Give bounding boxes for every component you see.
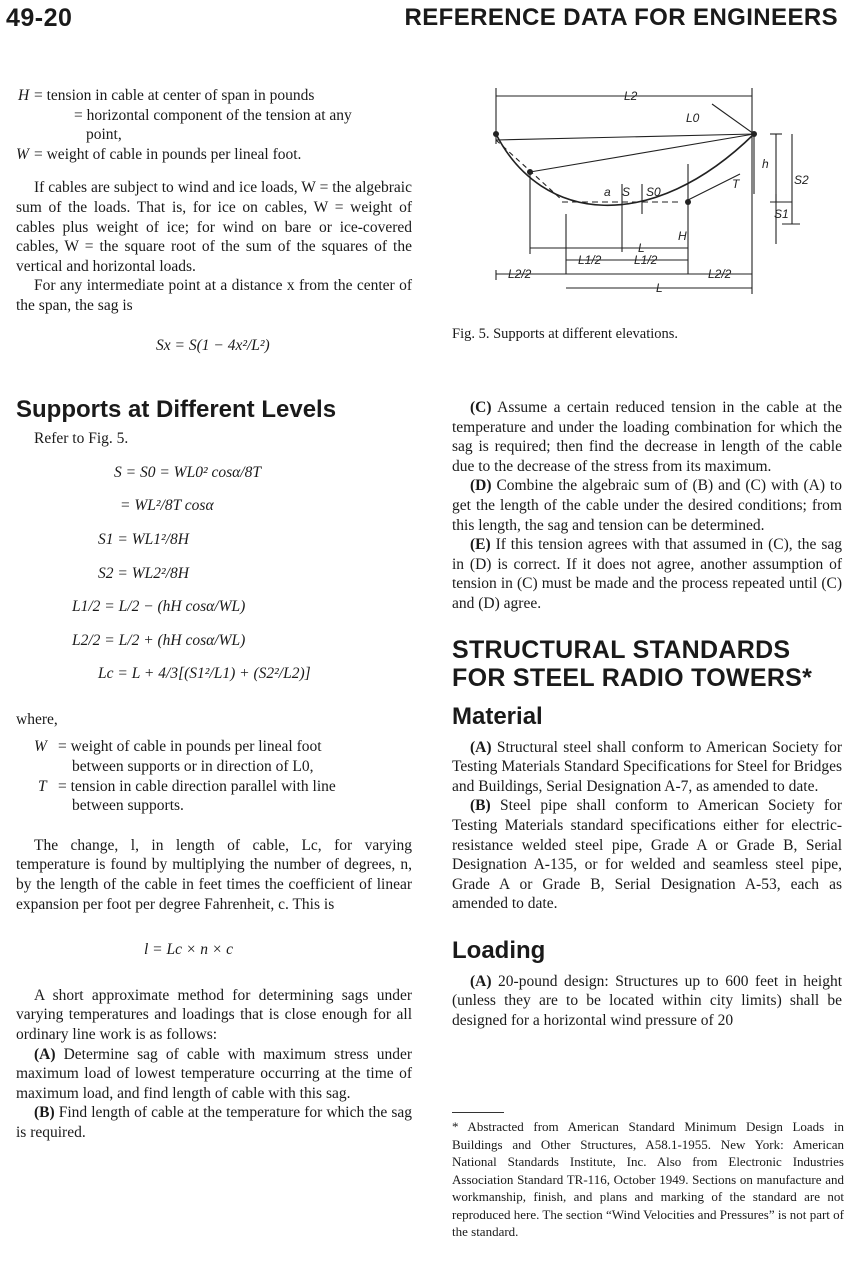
- item-C: (C) Assume a certain reduced tension in the cable at the temperature and under the loading combination for which the sag is required; then find the decrease in length of the cable due to the decrease of the stress from its maximum.: [452, 399, 842, 475]
- label-l2: L2: [624, 89, 638, 103]
- label-t: T: [732, 177, 740, 191]
- definition-W2-line2: between supports or in direction of L0,: [72, 758, 314, 776]
- equation-4: S2 = WL2²/8H: [98, 564, 189, 582]
- footnote: * Abstracted from American Standard Minimum Design Loads in Buildings and Other Structures, A58.1-1955. New York: American National Standards Institute, Inc. Also from Electronic Industries Association Standard TR-116, October 1949. Sections on manufacture and workmanship, finish, and plans and marking of the standard are not reproduced here. The section “Wind Velocities and Pressures” is not part of the standard.: [452, 1119, 844, 1239]
- label-l0: L0: [686, 111, 700, 125]
- heading-structural-standards-2: FOR STEEL RADIO TOWERS*: [452, 663, 813, 692]
- item-B: (B) Find length of cable at the temperature for which the sag is required.: [16, 1104, 412, 1141]
- label-a: a: [604, 185, 611, 199]
- equation-l: l = Lc × n × c: [144, 941, 234, 959]
- heading-structural-standards-1: STRUCTURAL STANDARDS: [452, 635, 791, 664]
- item-D: (D) Combine the algebraic sum of (B) and (C) with (A) to get the length of the cable under the desired conditions; from this length, the sag and tension can be determined.: [452, 477, 842, 534]
- definition-H-line2: = horizontal component of the tension at any: [74, 106, 352, 124]
- label-l1-half-2: L1/2: [634, 253, 658, 267]
- material-B: (B) Steel pipe shall conform to American Society for Testing Materials standard specifications either for electric-resistance welded steel pipe, Grade A or Grade B, Serial Designation A-135, or for welded and seamless steel pipe, Grade A or Grade B, Serial Designation A-53, each as amended to date.: [452, 797, 842, 913]
- label-h: h: [762, 157, 769, 171]
- label-l2-half-2: L2/2: [708, 267, 732, 281]
- label-l2-half: L2/2: [508, 267, 532, 281]
- right-column: [452, 398, 842, 1031]
- label-s: S: [622, 185, 631, 199]
- label-s0: S0: [646, 185, 661, 199]
- label-s2: S2: [794, 173, 809, 187]
- item-A: (A) Determine sag of cable with maximum stress under maximum load of lowest temperature occurring at the time of maximum load, and find length of cable with this sag.: [16, 1045, 412, 1102]
- figure-supports-diagram: [452, 84, 844, 320]
- label-h-upper: H: [678, 229, 687, 243]
- heading-loading: Loading: [452, 936, 546, 964]
- refer-fig: Refer to Fig. 5.: [34, 430, 129, 448]
- label-l-upper: L: [638, 241, 645, 255]
- left-column: [16, 86, 412, 1143]
- equation-7: Lc = L + 4/3[(S1²/L1) + (S2²/L2)]: [98, 665, 311, 683]
- footnote-rule: [452, 1112, 504, 1113]
- item-E: (E) If this tension agrees with that assumed in (C), the sag in (D) is correct. If it does not agree, another assumption of tension in (C) must be made and the process repeated until (C) and (D) agree.: [452, 536, 842, 612]
- paragraph-short-method: A short approximate method for determining sags under varying temperatures and loadings that is close enough for all ordinary line work is as follows:: [16, 986, 412, 1043]
- label-s1: S1: [774, 207, 789, 221]
- label-l-lower: L: [656, 281, 663, 295]
- page-number: 49-20: [6, 4, 73, 32]
- definition-H: H = tension in cable at center of span in pounds: [18, 87, 315, 104]
- where-label: where,: [16, 710, 58, 728]
- paragraph-wind-ice: If cables are subject to wind and ice loads, W = the algebraic sum of the loads. That is, for ice on cables, W = weight of cables plus weight of ice; for wind on bare or ice-covered cables, W = the square root of the sum of the squares of the vertical and horizontal loads.: [16, 179, 412, 275]
- label-l1-half: L1/2: [578, 253, 602, 267]
- paragraph-intermediate-point: For any intermediate point at a distance x from the center of the span, the sag is: [16, 277, 412, 314]
- definition-W: W = weight of cable in pounds per lineal foot.: [16, 145, 302, 163]
- definition-T: T = tension in cable direction parallel with line: [38, 777, 336, 795]
- heading-supports-different-levels: Supports at Different Levels: [16, 396, 337, 424]
- running-title: REFERENCE DATA FOR ENGINEERS: [404, 4, 838, 31]
- equation-6: L2/2 = L/2 + (hH cosα/WL): [72, 631, 246, 649]
- figure-caption: Fig. 5. Supports at different elevations.: [452, 326, 679, 342]
- definition-W2: W = weight of cable in pounds per lineal foot: [34, 738, 322, 756]
- equation-sx: Sx = S(1 − 4x²/L²): [156, 336, 270, 354]
- equation-2: = WL²/8T cosα: [120, 497, 214, 515]
- equation-1: S = S0 = WL0² cosα/8T: [114, 463, 261, 481]
- definition-H-line3: point,: [86, 126, 122, 144]
- heading-material: Material: [452, 702, 543, 730]
- material-A: (A) Structural steel shall conform to American Society for Testing Materials Standard Specifications for Steel for Bridges and Buildings, Serial Designation A-7, as amended to date.: [452, 738, 843, 795]
- paragraph-length-change: The change, l, in length of cable, Lc, for varying temperature is found by multiplying the number of degrees, n, by the length of the cable in feet times the coefficient of linear expansion per foot per degree Fahrenheit, c. This is: [16, 836, 412, 913]
- loading-A: (A) 20-pound design: Structures up to 600 feet in height (unless they are to be located within city limits) shall be designed for a horizontal wind pressure of 20: [452, 972, 842, 1030]
- equation-5: L1/2 = L/2 − (hH cosα/WL): [72, 598, 246, 616]
- equation-3: S1 = WL1²/8H: [98, 530, 189, 548]
- definition-T-line2: between supports.: [72, 797, 184, 815]
- chord-l0: [496, 134, 754, 140]
